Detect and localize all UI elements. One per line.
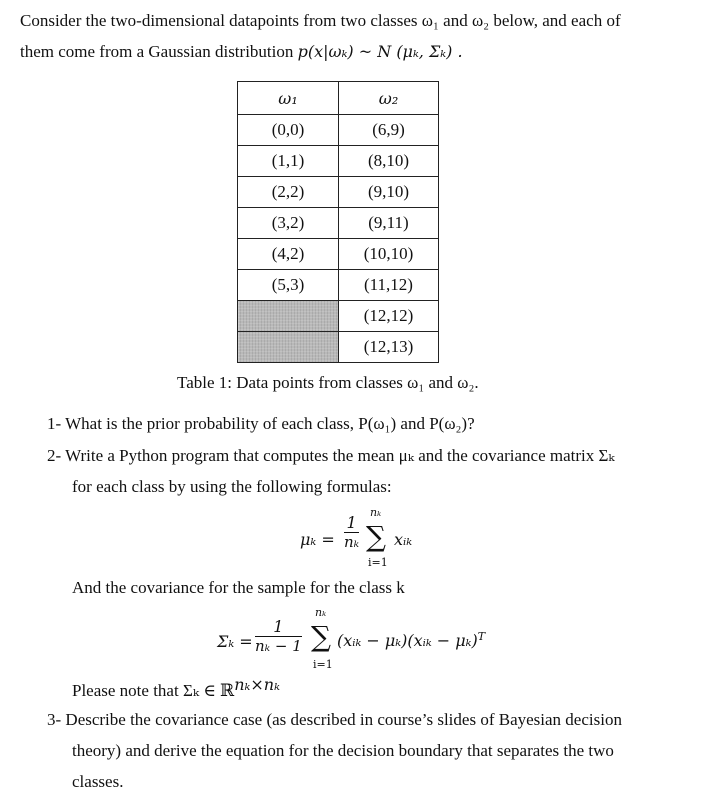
mean-fraction [344, 514, 359, 551]
covariance-intro: And the covariance for the sample for the class k [72, 578, 405, 597]
question-1: 1- What is the prior probability of each class, P(ω₁) and P(ω₂)? [47, 414, 475, 433]
cell-omega-1: (3,2) [238, 208, 339, 239]
table-row [238, 146, 439, 177]
question-2-line-2: for each class by using the following formulas: [72, 477, 392, 496]
table-row [238, 177, 439, 208]
table-header-row [238, 82, 439, 115]
covariance-lhs: Σₖ = [217, 632, 253, 651]
cell-omega-2: (12,13) [339, 332, 439, 363]
table-caption: Table 1: Data points from classes ω₁ and ω₂. [177, 373, 479, 392]
covariance-sum-lower: i=1 [313, 658, 333, 671]
cell-omega-2: (11,12) [339, 270, 439, 301]
covariance-denominator: nₖ − 1 [255, 637, 302, 655]
data-points-table [237, 81, 439, 363]
dimension-note-text: Please note that Σₖ ∈ ℝ [72, 681, 235, 700]
mean-term: xᵢₖ [394, 530, 413, 549]
question-3-line-1: 3- Describe the covariance case (as described in course’s slides of Bayesian decision [47, 710, 622, 729]
question-3-line-3: classes. [72, 772, 124, 791]
covariance-term-body: (xᵢₖ − μₖ)(xᵢₖ − μₖ) [337, 631, 478, 650]
intro-line-2-text: them come from a Gaussian distribution [20, 42, 294, 61]
cell-omega-2: (12,12) [339, 301, 439, 332]
intro-distribution-formula: p(x|ωₖ) ~ N (μₖ, Σₖ) . [297, 42, 463, 61]
cell-omega-2: (9,10) [339, 177, 439, 208]
cell-omega-2: (8,10) [339, 146, 439, 177]
question-3-line-2: theory) and derive the equation for the decision boundary that separates the two [72, 741, 614, 760]
empty-shaded-cell [238, 332, 339, 363]
table-row [238, 270, 439, 301]
intro-line-2 [20, 42, 463, 62]
covariance-fraction [255, 618, 302, 655]
mean-sum-upper: nₖ [370, 506, 382, 519]
mean-denominator: nₖ [344, 533, 360, 551]
cell-omega-1: (0,0) [238, 115, 339, 146]
header-omega-2: ω₂ [339, 82, 439, 115]
cell-omega-1: (1,1) [238, 146, 339, 177]
covariance-sum-upper: nₖ [315, 606, 327, 619]
cell-omega-1: (4,2) [238, 239, 339, 270]
mean-numerator: 1 [344, 514, 359, 533]
empty-shaded-cell [238, 301, 339, 332]
cell-omega-1: (5,3) [238, 270, 339, 301]
table-row [238, 332, 439, 363]
header-omega-1: ω₁ [238, 82, 339, 115]
covariance-formula [217, 606, 537, 674]
cell-omega-2: (6,9) [339, 115, 439, 146]
cell-omega-1: (2,2) [238, 177, 339, 208]
summation-icon: ∑ [366, 520, 386, 553]
covariance-numerator: 1 [255, 618, 302, 637]
table-row [238, 115, 439, 146]
dimension-note-superscript: nₖ×nₖ [234, 675, 280, 694]
question-2-line-1: 2- Write a Python program that computes the mean μₖ and the covariance matrix Σₖ [47, 446, 615, 465]
mean-formula [300, 506, 450, 570]
transpose-superscript: T [477, 630, 486, 643]
table-row [238, 208, 439, 239]
dimension-note [72, 675, 280, 701]
cell-omega-2: (10,10) [339, 239, 439, 270]
intro-line-1: Consider the two-dimensional datapoints from two classes ω₁ and ω₂ below, and each of [20, 11, 621, 30]
summation-icon: ∑ [311, 620, 331, 653]
mean-sum-lower: i=1 [368, 556, 388, 569]
covariance-term [337, 631, 485, 650]
cell-omega-2: (9,11) [339, 208, 439, 239]
table-row [238, 239, 439, 270]
table-row [238, 301, 439, 332]
mean-lhs: μₖ = [300, 530, 335, 549]
